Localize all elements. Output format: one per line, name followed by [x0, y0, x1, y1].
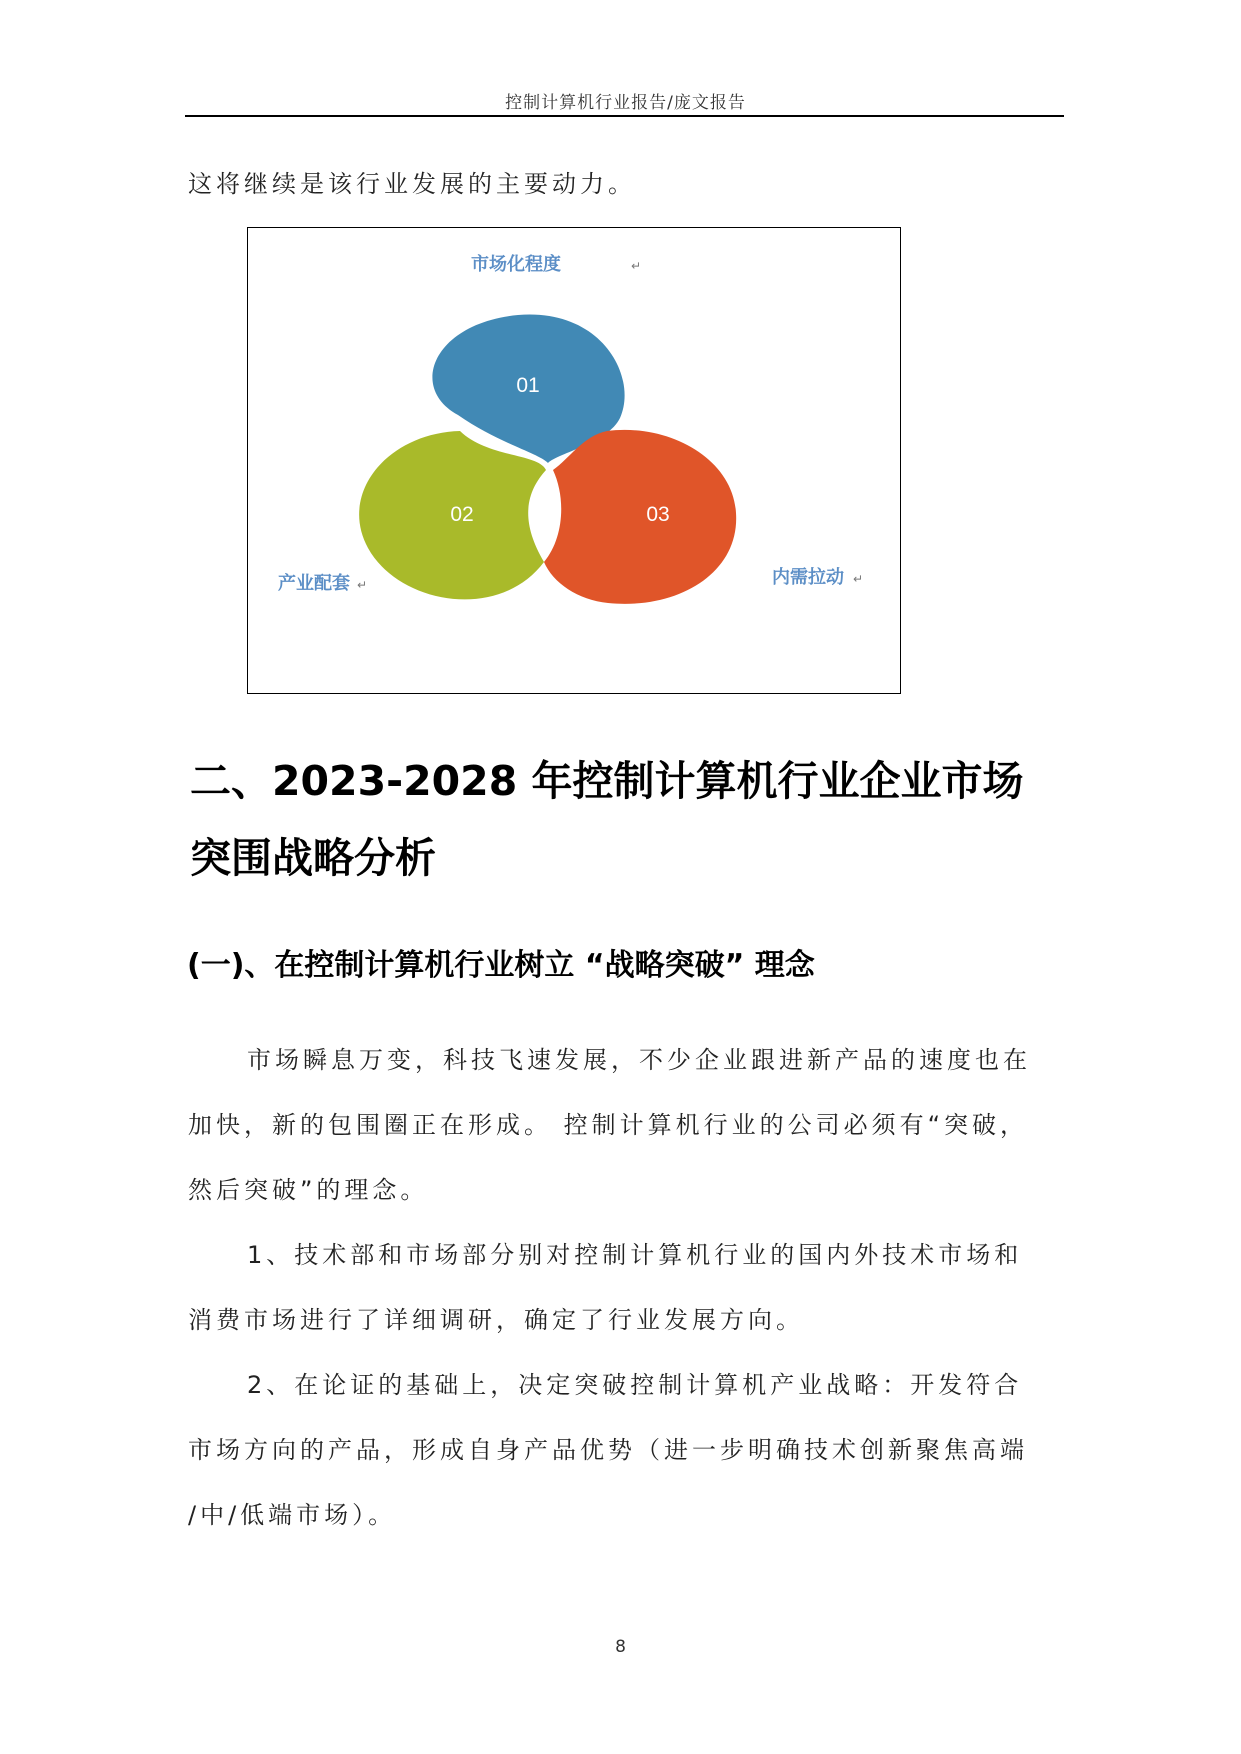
- circle-03: [544, 430, 736, 604]
- page-number: 8: [615, 1637, 626, 1657]
- venn-diagram: [247, 227, 901, 694]
- section-title-line2: 突围战略分析: [190, 834, 436, 882]
- paragraph-2-line-1: 1、技术部和市场部分别对控制计算机行业的国内外技术市场和: [247, 1241, 1023, 1269]
- circle-02-label: 产业配套: [278, 573, 350, 594]
- circle-03-mark: ↵: [853, 572, 864, 586]
- circle-01-label: 市场化程度: [471, 254, 561, 275]
- venn-diagram-svg: [248, 228, 902, 695]
- circle-03-label: 内需拉动: [772, 567, 844, 588]
- header-title: 控制计算机行业报告/庞文报告: [505, 93, 746, 113]
- circle-01-number: 01: [516, 374, 540, 397]
- header-divider: [185, 115, 1064, 117]
- intro-line: 这将继续是该行业发展的主要动力。: [188, 170, 636, 198]
- paragraph-3-line-2: 市场方向的产品，形成自身产品优势（进一步明确技术创新聚焦高端: [188, 1436, 1028, 1464]
- circle-02-mark: ↵: [357, 578, 368, 592]
- subsection-title: (一)、在控制计算机行业树立 “战略突破” 理念: [187, 948, 815, 983]
- paragraph-1-line-2: 加快，新的包围圈正在形成。 控制计算机行业的公司必须有“突破，: [188, 1111, 1029, 1139]
- paragraph-1-line-1: 市场瞬息万变，科技飞速发展，不少企业跟进新产品的速度也在: [247, 1046, 1031, 1074]
- paragraph-3-line-3: /中/低端市场）。: [188, 1501, 397, 1529]
- circle-02-number: 02: [450, 503, 474, 526]
- section-title-line1: 二、2023-2028 年控制计算机行业企业市场: [190, 757, 1024, 805]
- paragraph-3-line-1: 2、在论证的基础上，决定突破控制计算机产业战略：开发符合: [247, 1371, 1023, 1399]
- circle-01-mark: ↵: [631, 259, 642, 273]
- circle-03-number: 03: [646, 503, 670, 526]
- paragraph-1-line-3: 然后突破”的理念。: [188, 1176, 429, 1204]
- paragraph-2-line-2: 消费市场进行了详细调研，确定了行业发展方向。: [188, 1306, 804, 1334]
